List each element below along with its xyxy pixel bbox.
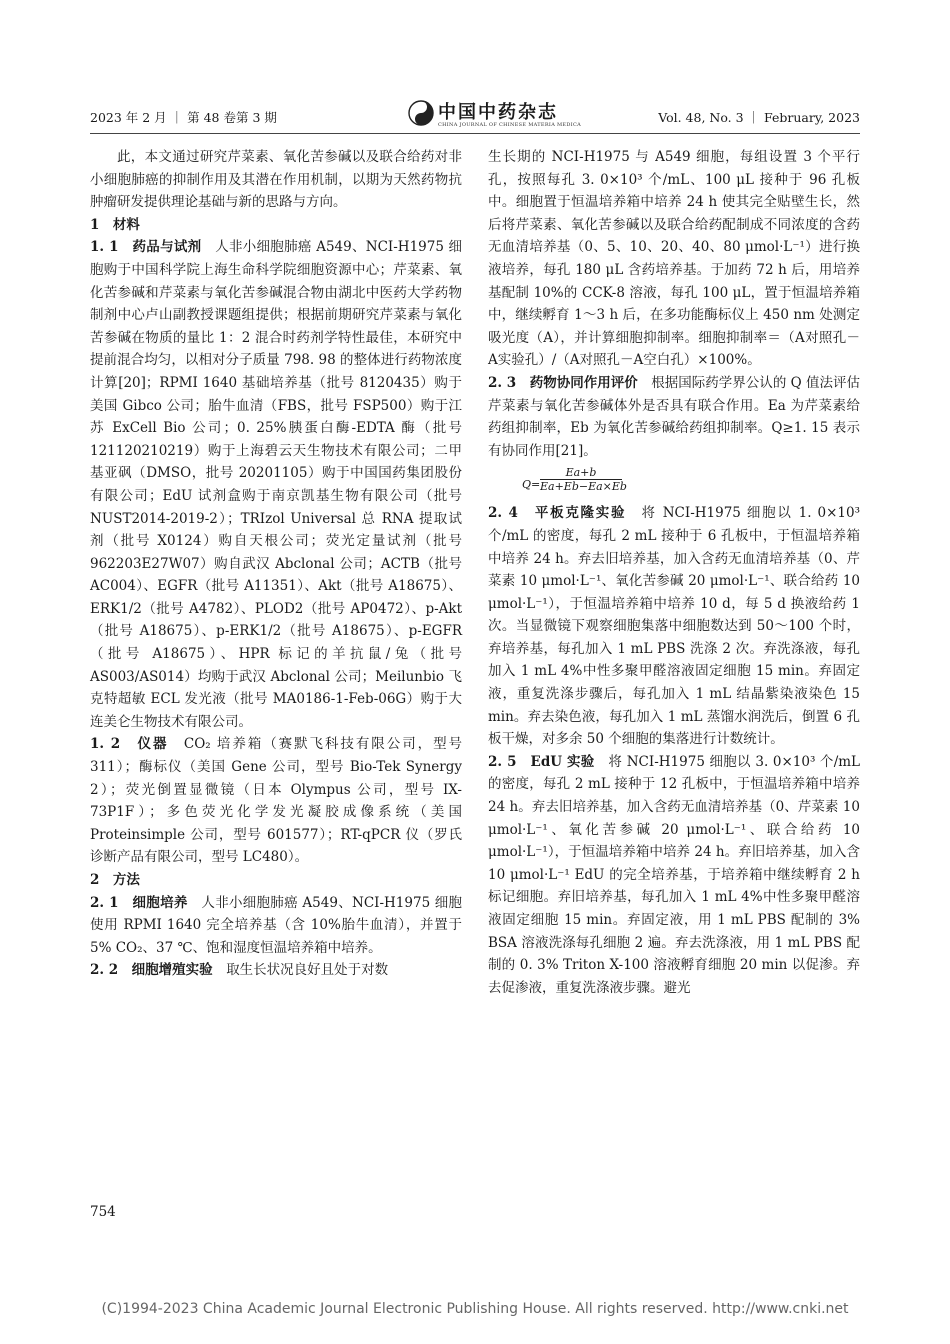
section-2-5-heading: 2. 5 EdU 实验 bbox=[488, 753, 595, 770]
volume-info: Vol. 48, No. 3 ｜ February, 2023 bbox=[658, 110, 860, 125]
section-2-5 bbox=[488, 751, 860, 1000]
section-1-1-body: 人非小细胞肺癌 A549、NCI-H1975 细胞购于中国科学院上海生命科学院细胞资源中心；芹菜素、氧化苦参碱和芹菜素与氧化苦参碱混合物由湖北中医药大学药物制剂中心卢山副教授课题组提供；根据前期研究芹菜素与氧化苦参碱在物质的量比 1：2 混合时药剂学特性最佳，本研究中提前混合均匀，以相对分子质量 798. 98 的整体进行药物浓度计算[20]；RPMI 1640 基础培养基（批号 8120435）购于美国 Gibco 公司；胎牛血清（FBS，批号 FSP500）购于江苏 ExCell Bio 公司；0. 25%胰蛋白酶-EDTA 酶（批号 121120210219）购于上海碧云天生物技术有限公司；二甲基亚砜（DMSO，批号 20201105）购于中国国药集团股份有限公司；EdU 试剂盒购于南京凯基生物有限公司（批号 NUST2014-2019-2）；TRIzol Universal 总 RNA 提取试剂（批号 X0124）购自天根公司；荧光定量试剂（批号 962203E27W07）购自武汉 Abclonal 公司；ACTB（批号 AC004）、EGFR（批号 A11351）、Akt（批号 A18675）、ERK1/2（批号 A4782）、PLOD2（批号 AP0472）、p-Akt（批号 A18675）、p-ERK1/2（批号 A18675）、p-EGFR（批号 A18675）、HPR 标记的羊抗鼠/兔（批号 AS003/AS014）均购于武汉 Abclonal 公司；Meilunbio 飞克特超敏 ECL 发光液（批号 MA0186-1-Feb-06G）购于大连美仑生物技术有限公司。 bbox=[90, 239, 463, 730]
header-rule bbox=[90, 133, 860, 134]
section-2-1-heading: 2. 1 细胞培养 bbox=[90, 894, 188, 911]
section-2-3 bbox=[488, 372, 860, 462]
section-2-4 bbox=[488, 502, 860, 751]
journal-title-en: CHINA JOURNAL OF CHINESE MATERIA MEDICA bbox=[438, 122, 581, 128]
section-1-heading: 1 材料 bbox=[90, 216, 140, 233]
left-column bbox=[90, 146, 462, 982]
section-2-2-body: 取生长状况良好且处于对数 bbox=[226, 962, 389, 979]
running-header bbox=[90, 98, 860, 138]
right-column bbox=[488, 146, 860, 999]
section-2-3-body: 根据国际药学界公认的 Q 值法评估芹菜素与氧化苦参碱体外是否具有联合作用。Ea 为芹菜素给药组抑制率，Eb 为氧化苦参碱给药组抑制率。Q≥1. 15 表示有协同作用[21]。 bbox=[488, 374, 861, 459]
section-1-1 bbox=[90, 236, 462, 733]
journal-title-cn: 中国中药杂志 bbox=[438, 102, 558, 123]
section-2-2-heading: 2. 2 细胞增殖实验 bbox=[90, 962, 213, 979]
section-2-4-body: 将 NCI-H1975 细胞以 1. 0×10³ 个/mL 的密度，每孔 2 mL 接种于 6 孔板中，于恒温培养箱中培养 24 h。弃去旧培养基，加入含药无血清培养基（0、芹菜素 10 μmol·L⁻¹、氧化苦参碱 20 μmol·L⁻¹、联合给药 10 μmol·L⁻¹），于恒温培养箱中培养 10 d，每 5 d 换液给药 1 次。当显微镜下观察细胞集落中细胞数达到 50～100 个时，弃培养基，每孔加入 1 mL PBS 洗涤 2 次。弃洗涤液，每孔加入 1 mL 4%中性多聚甲醛溶液固定细胞 15 min。弃固定液，重复洗涤步骤后，每孔加入 1 mL 结晶紫染液染色 15 min。弃去染色液，每孔加入 1 mL 蒸馏水润洗后，倒置 6 孔板干燥，对多余 50 个细胞的集落进行计数统计。 bbox=[488, 505, 861, 748]
issue-info: 2023 年 2 月 ｜ 第 48 卷第 3 期 bbox=[90, 110, 277, 125]
formula-denominator: Ea+Eb−Ea×Eb bbox=[540, 480, 627, 494]
section-2-2-continued: 生长期的 NCI-H1975 与 A549 细胞，每组设置 3 个平行孔，按照每孔 3. 0×10³ 个/mL、100 μL 接种于 96 孔板中。细胞置于恒温培养箱中培养 24 h 使其完全贴壁生长，然后将芹菜素、氧化苦参碱以及联合给药配制成不同浓度的含药无血清培养基（0、5、10、20、40、80 μmol·L⁻¹）进行换液培养，每孔 180 μL 含药培养基。于加药 72 h 后，用培养基配制 10%的 CCK-8 溶液，每孔 100 μL，置于恒温培养箱中，继续孵育 1～3 h 后，在多功能酶标仪上 450 nm 处测定吸光度（A），并计算细胞抑制率。细胞抑制率＝（A对照孔－A实验孔）/（A对照孔－A空白孔）×100%。 bbox=[488, 149, 860, 369]
journal-emblem-icon bbox=[408, 100, 434, 126]
formula-fraction bbox=[540, 466, 627, 494]
section-2-1-body: 人非小细胞肺癌 A549、NCI-H1975 细胞使用 RPMI 1640 完全培养基（含 10%胎牛血清），并置于 5% CO₂、37 ℃、饱和湿度恒温培养箱中培养。 bbox=[90, 894, 463, 956]
q-value-formula bbox=[488, 466, 860, 496]
section-1-2-body: CO₂ 培养箱（赛默飞科技有限公司，型号 311）；酶标仪（美国 Gene 公司，型号 Bio-Tek Synergy 2）；荧光倒置显微镜（日本 Olympus 公司，型号 IX-73P1F）；多色荧光化学发光凝胶成像系统（美国 Proteinsimple 公司，型号 601577）；RT-qPCR 仪（罗氏诊断产品有限公司，型号 LC480）。 bbox=[90, 736, 463, 866]
section-1-2-heading: 1. 2 仪器 bbox=[90, 736, 169, 753]
section-2-4-heading: 2. 4 平板克隆实验 bbox=[488, 505, 627, 522]
section-1-1-heading: 1. 1 药品与试剂 bbox=[90, 239, 202, 256]
section-1-2 bbox=[90, 733, 462, 869]
copyright-footer: (C)1994-2023 China Academic Journal Electronic Publishing House. All rights reserved. http://www.cnki.net bbox=[101, 1301, 849, 1317]
intro-paragraph: 此，本文通过研究芹菜素、氧化苦参碱以及联合给药对非小细胞肺癌的抑制作用及其潜在作用机制，以期为天然药物抗肿瘤研发提供理论基础与新的思路与方向。 bbox=[90, 149, 462, 211]
section-2-heading: 2 方法 bbox=[90, 872, 140, 888]
formula-lhs: Q= bbox=[522, 478, 541, 492]
page-number: 754 bbox=[90, 1204, 116, 1220]
section-2-5-body: 将 NCI-H1975 细胞以 3. 0×10³ 个/mL 的密度，每孔 2 mL 接种于 12 孔板中，于恒温培养箱中培养 24 h。弃去旧培养基，加入含药无血清培养基（0、芹菜素 10 μmol·L⁻¹、氧化苦参碱 20 μmol·L⁻¹、联合给药 10 μmol·L⁻¹），于恒温培养箱中培养 24 h。弃旧培养基，加入含 10 μmol·L⁻¹ EdU 的完全培养基，于培养箱中继续孵育 2 h 标记细胞。弃旧培养基，每孔加入 1 mL 4%中性多聚甲醛溶液固定细胞 15 min。弃固定液，用 1 mL PBS 配制的 3% BSA 溶液洗涤每孔细胞 2 遍。弃去洗涤液，用 1 mL PBS 配制的 0. 3% Triton X-100 溶液孵育细胞 20 min 以促渗。弃去促渗液，重复洗涤液步骤。避光 bbox=[488, 753, 861, 996]
section-2-2 bbox=[90, 959, 462, 982]
section-2-3-heading: 2. 3 药物协同作用评价 bbox=[488, 374, 638, 391]
formula-numerator: Ea+b bbox=[540, 466, 622, 480]
section-2-1 bbox=[90, 892, 462, 960]
journal-logo bbox=[408, 98, 581, 134]
